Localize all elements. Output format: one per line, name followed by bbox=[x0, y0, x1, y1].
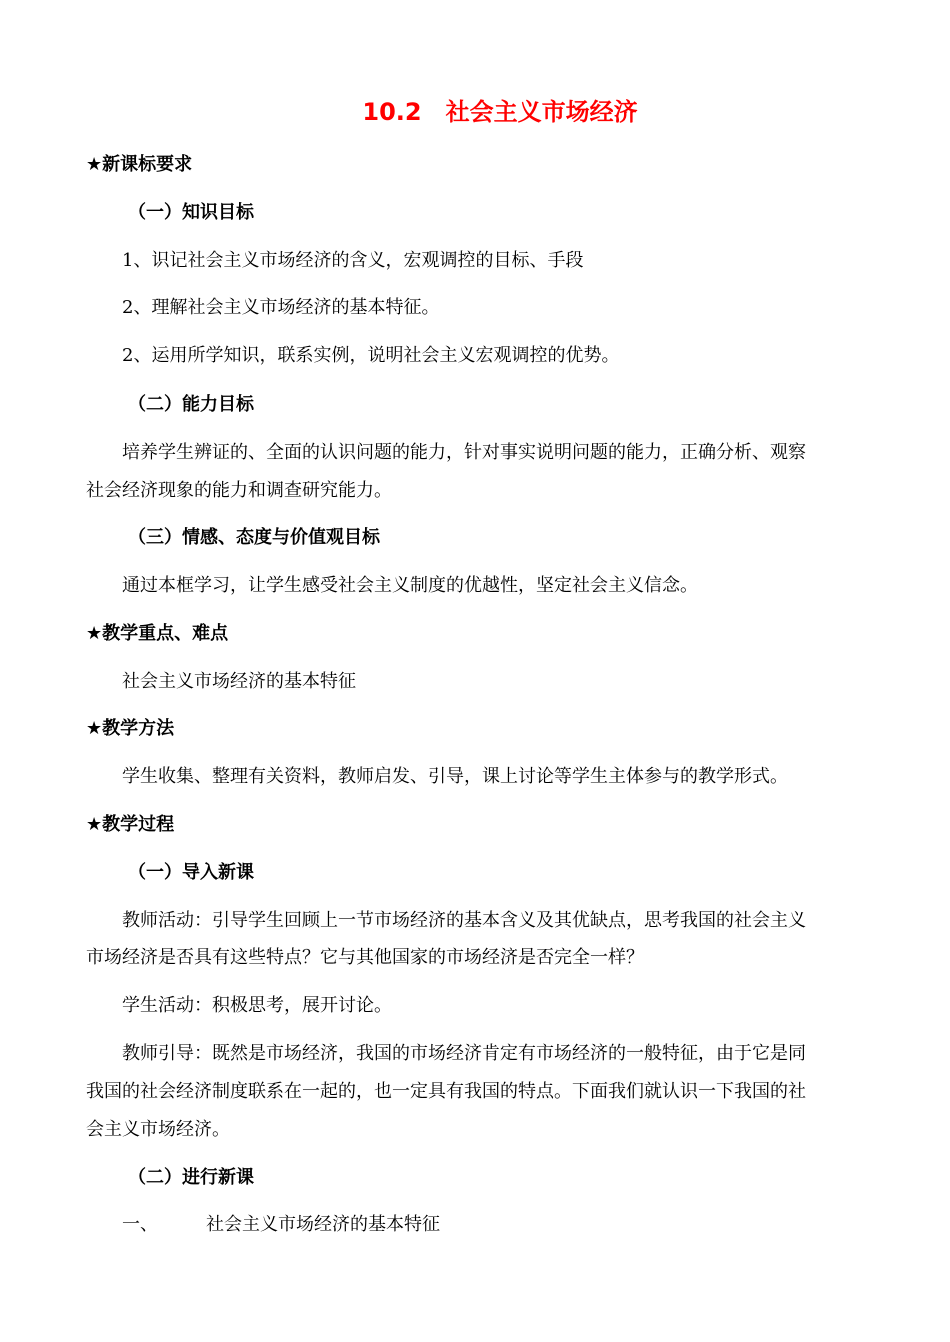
heading-method: ★教学方法 bbox=[86, 718, 175, 739]
list-item bbox=[122, 1213, 440, 1237]
subheading-knowledge: （一）知识目标 bbox=[128, 202, 254, 223]
teacher-guide-line-1: 教师引导：既然是市场经济，我国的市场经济肯定有市场经济的一般特征，由于它是同 bbox=[122, 1043, 806, 1064]
title-number: 10.2 bbox=[362, 98, 422, 126]
teacher-guide-line-3: 会主义市场经济。 bbox=[86, 1119, 230, 1140]
ability-text-line-2: 社会经济现象的能力和调查研究能力。 bbox=[86, 480, 392, 501]
list-item-text: 社会主义市场经济的基本特征 bbox=[206, 1214, 440, 1235]
heading-key-points: ★教学重点、难点 bbox=[86, 623, 229, 644]
emotion-text: 通过本框学习，让学生感受社会主义制度的优越性，坚定社会主义信念。 bbox=[122, 575, 698, 596]
teacher-guide-line-2: 我国的社会经济制度联系在一起的，也一定具有我国的特点。下面我们就认识一下我国的社 bbox=[86, 1081, 806, 1102]
list-item-marker: 一、 bbox=[122, 1214, 158, 1235]
title-text: 社会主义市场经济 bbox=[445, 98, 638, 126]
subheading-intro: （一）导入新课 bbox=[128, 862, 254, 883]
teacher-activity-line-2: 市场经济是否具有这些特点？它与其他国家的市场经济是否完全一样？ bbox=[86, 947, 644, 968]
page-title bbox=[0, 96, 950, 128]
star-icon: ★ bbox=[86, 814, 103, 835]
heading-process: ★教学过程 bbox=[86, 814, 175, 835]
subheading-emotion: （三）情感、态度与价值观目标 bbox=[128, 527, 380, 548]
method-text: 学生收集、整理有关资料，教师启发、引导，课上讨论等学生主体参与的教学形式。 bbox=[122, 766, 788, 787]
heading-curriculum: ★新课标要求 bbox=[86, 154, 193, 175]
star-icon: ★ bbox=[86, 623, 103, 644]
star-icon: ★ bbox=[86, 154, 103, 175]
knowledge-item-2: 2、理解社会主义市场经济的基本特征。 bbox=[122, 297, 440, 318]
ability-text-line-1: 培养学生辨证的、全面的认识问题的能力，针对事实说明问题的能力，正确分析、观察 bbox=[122, 442, 806, 463]
knowledge-item-1: 1、识记社会主义市场经济的含义，宏观调控的目标、手段 bbox=[122, 250, 584, 271]
subheading-new-lesson: （二）进行新课 bbox=[128, 1167, 254, 1188]
star-icon: ★ bbox=[86, 718, 103, 739]
knowledge-item-3: 2、运用所学知识，联系实例，说明社会主义宏观调控的优势。 bbox=[122, 345, 620, 366]
student-activity: 学生活动：积极思考，展开讨论。 bbox=[122, 995, 392, 1016]
teacher-activity-line-1: 教师活动：引导学生回顾上一节市场经济的基本含义及其优缺点，思考我国的社会主义 bbox=[122, 910, 806, 931]
key-points-text: 社会主义市场经济的基本特征 bbox=[122, 671, 356, 692]
subheading-ability: （二）能力目标 bbox=[128, 394, 254, 415]
